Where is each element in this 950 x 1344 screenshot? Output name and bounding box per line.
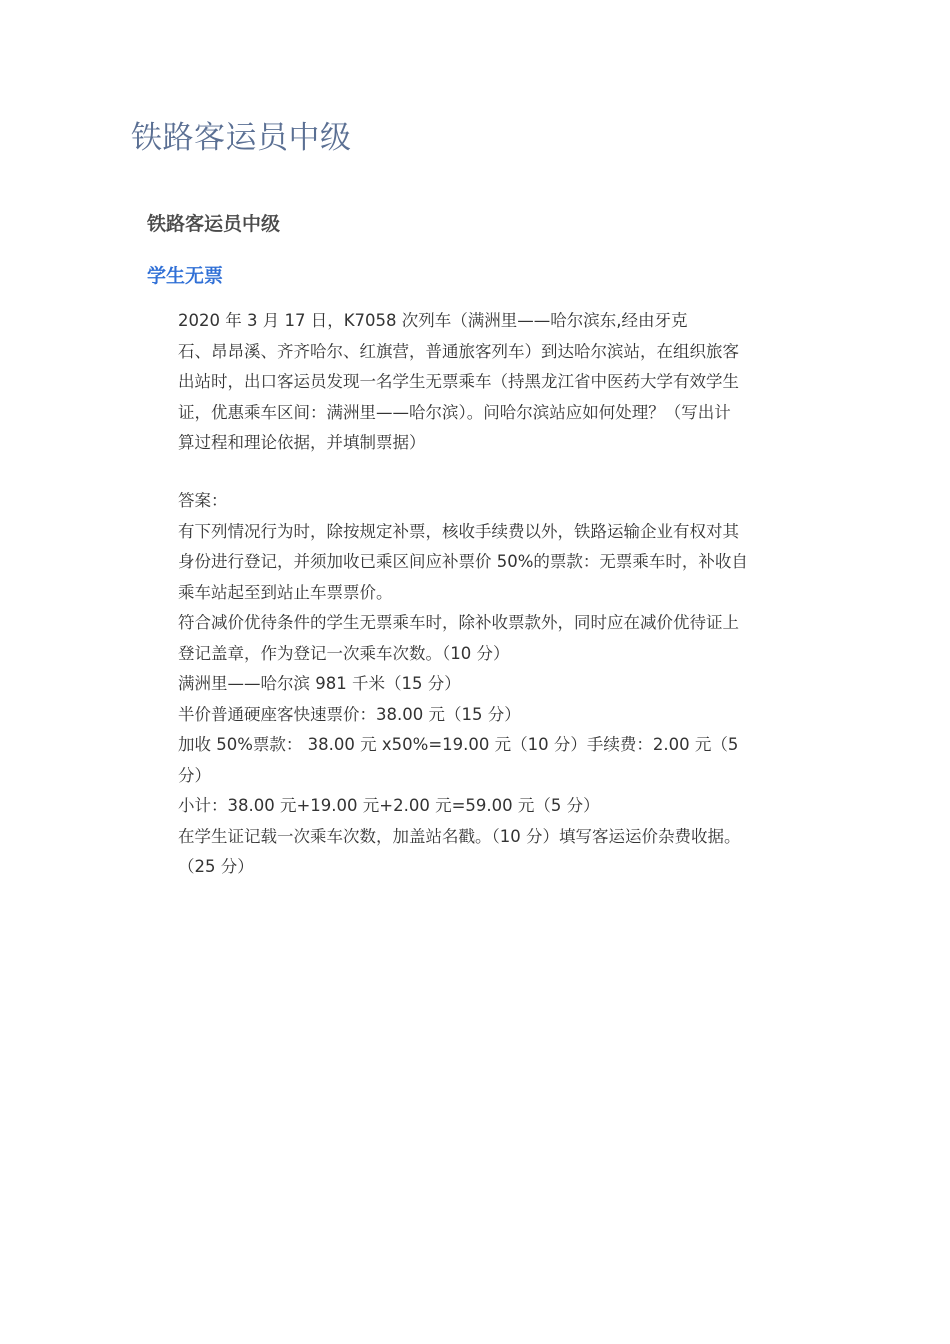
answer-line: 符合减价优待条件的学生无票乘车时，除补收票款外，同时应在减价优待证上 bbox=[178, 613, 739, 632]
answer-line: 加收 50%票款： 38.00 元 x50%=19.00 元（10 分）手续费：2.00 元（5 bbox=[178, 735, 739, 754]
answer-line: 有下列情况行为时，除按规定补票，核收手续费以外，铁路运输企业有权对其 bbox=[178, 521, 739, 541]
answer-line: （25 分） bbox=[178, 857, 254, 876]
answer-line: 在学生证记载一次乘车次数，加盖站名戳。（10 分）填写客运运价杂费收据。 bbox=[178, 826, 741, 846]
question-text bbox=[178, 306, 803, 459]
answer-line: 满洲里——哈尔滨 981 千米（15 分） bbox=[178, 674, 461, 693]
question-line: 证，优惠乘车区间：满洲里——哈尔滨）。问哈尔滨站应如何处理？（写出计 bbox=[178, 402, 731, 422]
subsection-title: 学生无票 bbox=[147, 265, 224, 287]
section-title: 铁路客运员中级 bbox=[147, 213, 281, 235]
answer-label: 答案： bbox=[178, 491, 228, 510]
answer-line: 半价普通硬座客快速票价：38.00 元（15 分） bbox=[178, 704, 521, 724]
answer-line: 分） bbox=[178, 765, 211, 785]
answer-line: 乘车站起至到站止车票票价。 bbox=[178, 582, 393, 602]
question-line: 2020 年 3 月 17 日，K7058 次列车（满洲里——哈尔滨东,经由牙克 bbox=[178, 311, 688, 330]
question-line: 算过程和理论依据，并填制票据） bbox=[178, 433, 426, 452]
question-line: 出站时，出口客运员发现一名学生无票乘车（持黑龙江省中医药大学有效学生 bbox=[178, 372, 739, 391]
answer-line: 身份进行登记，并须加收已乘区间应补票价 50%的票款：无票乘车时，补收自 bbox=[178, 552, 748, 571]
answer-line: 小计：38.00 元+19.00 元+2.00 元=59.00 元（5 分） bbox=[178, 796, 600, 815]
question-line: 石、昂昂溪、齐齐哈尔、红旗营，普通旅客列车）到达哈尔滨站，在组织旅客 bbox=[178, 341, 739, 361]
answer-text bbox=[178, 486, 803, 883]
answer-line: 登记盖章，作为登记一次乘车次数。（10 分） bbox=[178, 643, 510, 663]
document-title: 铁路客运员中级 bbox=[131, 120, 352, 156]
